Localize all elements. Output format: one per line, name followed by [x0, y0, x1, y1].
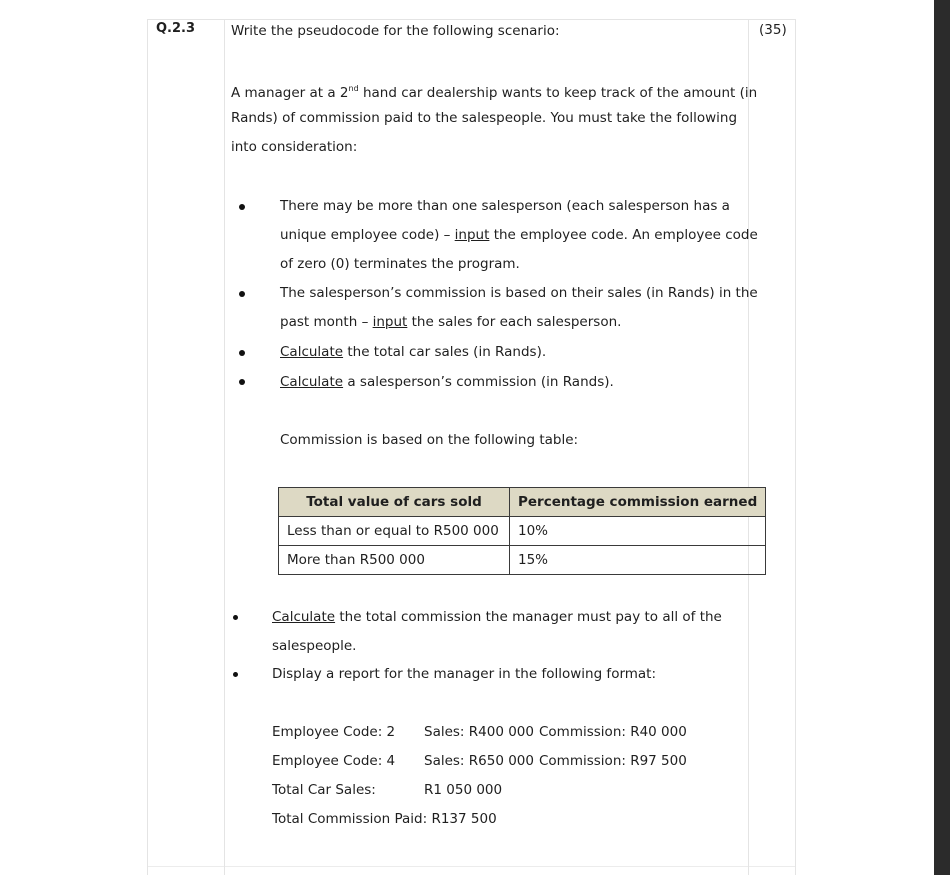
- table-left-border: [147, 19, 148, 875]
- report-total-sales-value: R1 050 000: [424, 782, 503, 798]
- table-bottom-border: [147, 866, 796, 867]
- question-number: Q.2.3: [156, 21, 196, 36]
- table-header-cell: Percentage commission earned: [510, 488, 766, 517]
- table-header-cell: Total value of cars sold: [279, 488, 510, 517]
- report-row-1-code: Employee Code: 2: [272, 724, 396, 740]
- bullet-2-line-2: past month – input the sales for each salesperson.: [280, 314, 622, 330]
- bullet-1-line-1: There may be more than one salesperson (each salesperson has a: [280, 198, 730, 214]
- bullet-icon: [239, 204, 245, 210]
- bullet-6-text: Display a report for the manager in the following format:: [272, 666, 657, 682]
- column-divider-1: [224, 19, 225, 875]
- table-cell: 15%: [510, 546, 766, 575]
- bullet-icon: [239, 350, 245, 356]
- report-row-2-code: Employee Code: 4: [272, 753, 396, 769]
- scenario-line-2: Rands) of commission paid to the salespeople. You must take the following: [231, 110, 738, 126]
- bullet-5-line-2: salespeople.: [272, 638, 357, 654]
- question-marks: (35): [759, 22, 787, 38]
- report-total-sales-label: Total Car Sales:: [272, 782, 376, 798]
- report-total-commission: Total Commission Paid: R137 500: [272, 811, 497, 827]
- bullet-2-line-1: The salesperson’s commission is based on their sales (in Rands) in the: [280, 285, 758, 301]
- bullet-icon: [239, 379, 245, 385]
- commission-table: [278, 487, 766, 575]
- scenario-line-3: into consideration:: [231, 139, 358, 155]
- table-cell: Less than or equal to R500 000: [279, 517, 510, 546]
- table-row: [279, 517, 766, 546]
- table-right-border: [795, 19, 796, 875]
- column-divider-2: [748, 19, 749, 875]
- table-header-row: [279, 488, 766, 517]
- report-row-2-commission: Commission: R97 500: [539, 753, 687, 769]
- report-row-1-commission: Commission: R40 000: [539, 724, 687, 740]
- bullet-icon: [233, 615, 238, 620]
- bullet-icon: [233, 672, 238, 677]
- commission-intro: Commission is based on the following table:: [280, 432, 579, 448]
- table-cell: More than R500 000: [279, 546, 510, 575]
- bullet-1-line-2: unique employee code) – input the employee code. An employee code: [280, 227, 758, 243]
- question-instruction: Write the pseudocode for the following scenario:: [231, 23, 560, 39]
- table-top-border: [147, 19, 796, 20]
- table-row: [279, 546, 766, 575]
- bullet-5-line-1: Calculate the total commission the manager must pay to all of the: [272, 609, 722, 625]
- report-row-2-sales: Sales: R650 000: [424, 753, 534, 769]
- bullet-icon: [239, 291, 245, 297]
- bullet-3-text: Calculate the total car sales (in Rands).: [280, 344, 547, 360]
- report-row-1-sales: Sales: R400 000: [424, 724, 534, 740]
- window-edge: [934, 0, 950, 875]
- table-cell: 10%: [510, 517, 766, 546]
- bullet-1-line-3: of zero (0) terminates the program.: [280, 256, 520, 272]
- scenario-line-1: A manager at a 2nd hand car dealership wants to keep track of the amount (in: [231, 84, 758, 101]
- bullet-4-text: Calculate a salesperson’s commission (in Rands).: [280, 374, 614, 390]
